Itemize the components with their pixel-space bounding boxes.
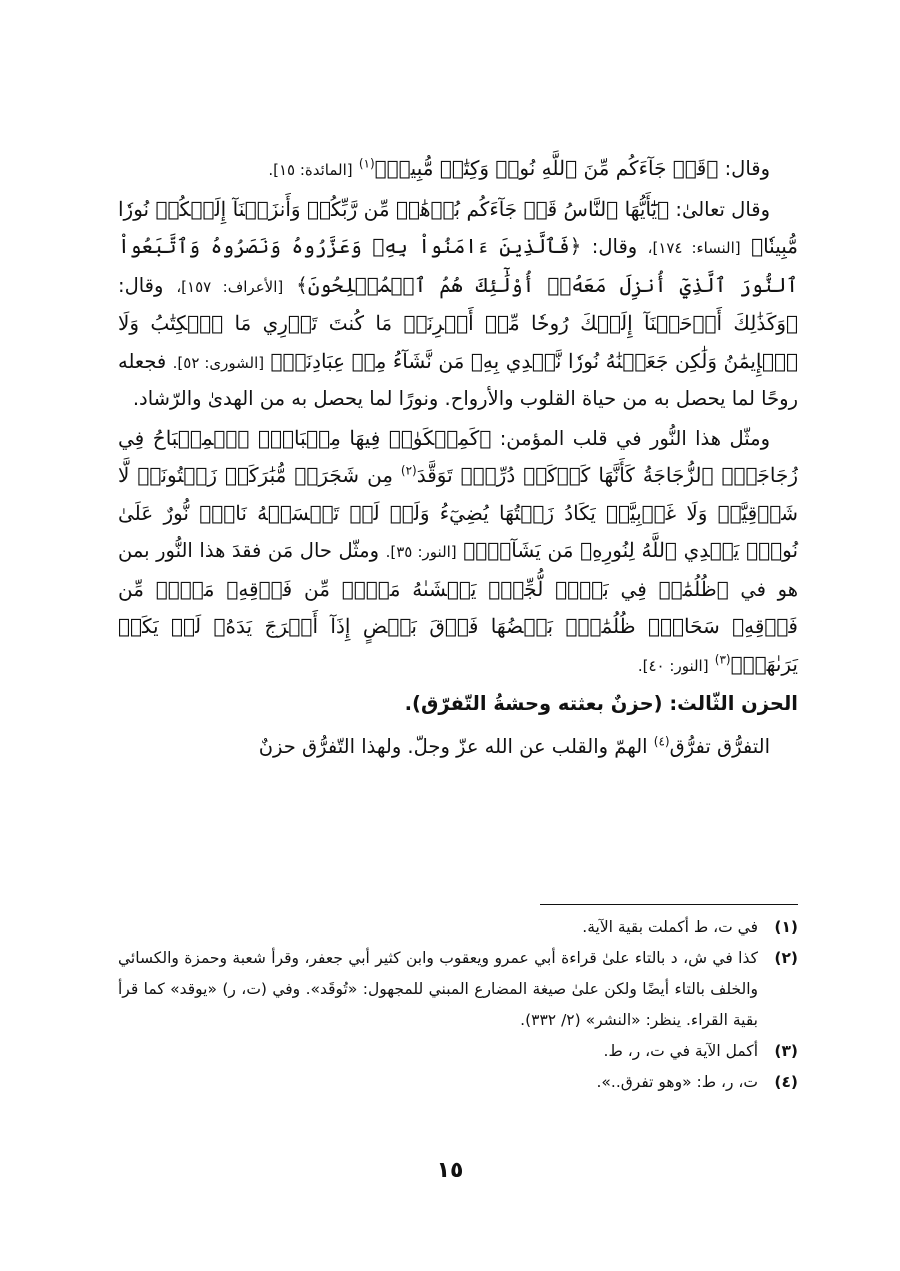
p3-lead: ومثّل هذا النُّور في قلب المؤمن: bbox=[499, 426, 770, 450]
p1-lead: وقال: bbox=[724, 157, 770, 180]
footnote-number: (٢) bbox=[774, 949, 798, 967]
p2-lead: وقال تعالىٰ: bbox=[675, 197, 771, 221]
footnote-number: (٣) bbox=[774, 1042, 798, 1060]
footnote-number: (٤) bbox=[774, 1073, 798, 1091]
verse-reference: [النساء: ١٧٤]، bbox=[647, 239, 741, 257]
footnote-text: في ت، ط أكملت بقية الآية. bbox=[582, 918, 758, 936]
p4-text: الهمّ والقلب عن الله عزّ وجلّ. ولهذا التّفرُّق حزنٌ bbox=[258, 734, 648, 758]
footnote-marker[interactable]: (٣) bbox=[714, 652, 731, 666]
footnote-item bbox=[118, 1036, 798, 1067]
footnote-marker[interactable]: (١) bbox=[358, 156, 375, 171]
p2-connector: وقال: bbox=[591, 235, 638, 258]
footnote-item bbox=[118, 1067, 798, 1098]
quran-verse: مِن شَجَرَةٖ مُّبَٰرَكَةٖ زَيۡتُونَةٖ لَّا شَرۡقِيَّةٖ وَلَا غَرۡبِيَّةٖ يَكَادُ زَيۡتُهَا يُضِيٓءُ وَلَوۡ لَمۡ تَمۡسَسۡهُ نَارٞۚ نُّورٌ عَلَىٰ نُورٖۚ يَهۡدِي ٱللَّهُ لِنُورِهِۦ مَن يَشَآءُۚ﴾ bbox=[118, 463, 799, 562]
paragraph-4 bbox=[118, 729, 798, 766]
footnote-separator bbox=[540, 904, 798, 905]
footnote-text: كذا في ش، د بالتاء علىٰ قراءة أبي عمرو ويعقوب وابن كثير أبي جعفر، وقرأ شعبة وحمزة والكسائي والخلف بالتاء أيضًا ولكن علىٰ صيغة المضارع المبني للمجهول: «تُوقَد». وفي (ت، ر) «يوقد» كما قرأ بقية القراء. ينظر: «النشر» (٢/ ٣٣٢). bbox=[118, 949, 758, 1029]
footnote-text: ت، ر، ط: «وهو تفرق..». bbox=[596, 1073, 758, 1091]
p2-tail: فجعله روحًا لما يحصل به من حياة القلوب والأرواح. ونورًا لما يحصل به من الهدىٰ والرّشاد. bbox=[118, 349, 798, 410]
verse-reference: [النور: ٤٠]. bbox=[637, 656, 709, 675]
p2-connector: وقال: bbox=[118, 273, 164, 297]
footnote-marker[interactable]: (٢) bbox=[400, 463, 417, 478]
quran-verse: ﴿فَٱلَّذِينَ ءَامَنُواْ بِهِۦ وَعَزَّرُوهُ وَنَصَرُوهُ وَٱتَّبَعُواْ ٱلنُّورَ ٱلَّذِيٓ أُنزِلَ مَعَهُۥٓ أُوْلَٰٓئِكَ هُمُ ٱلۡمُفۡلِحُونَ﴾ bbox=[118, 234, 799, 297]
footnote-text: أكمل الآية في ت، ر، ط. bbox=[603, 1042, 758, 1060]
footnote-item bbox=[118, 943, 798, 1036]
quran-verse: ﴿يَٰٓأَيُّهَا ٱلنَّاسُ قَدۡ جَآءَكُم بُرۡهَٰنٞ مِّن رَّبِّكُمۡ وَأَنزَلۡنَآ إِلَيۡكُمۡ نُورٗا مُّبِينٗا﴾ bbox=[118, 196, 798, 258]
p4-text: التفرُّق تفرُّق bbox=[669, 734, 770, 758]
quran-verse: ﴿وَكَذَٰلِكَ أَوۡحَيۡنَآ إِلَيۡكَ رُوحٗا مِّنۡ أَمۡرِنَاۚ مَا كُنتَ تَدۡرِي مَا ٱلۡكِتَٰبُ وَلَا ٱلۡإِيمَٰنُ وَلَٰكِن جَعَلۡنَٰهُ نُورٗا نَّهۡدِي بِهِۦ مَن نَّشَآءُ مِنۡ عِبَادِنَاۚ﴾ bbox=[118, 311, 799, 373]
quran-verse: ﴿ظُلُمَٰتٖ فِي بَحۡرٖ لُّجِّيّٖ يَغۡشَىٰهُ مَوۡجٞ مِّن فَوۡقِهِۦ مَوۡجٞ مِّن فَوۡقِهِۦ سَحَابٞۚ ظُلُمَٰتُۢ بَعۡضُهَا فَوۡقَ بَعۡضٍ إِذَآ أَخۡرَجَ يَدَهُۥ لَمۡ يَكَدۡ يَرَىٰهَاۗ﴾ bbox=[118, 576, 798, 676]
verse-reference: [الشورى: ٥٢]. bbox=[172, 353, 265, 372]
verse-reference: [الأعراف: ١٥٧]، bbox=[176, 277, 284, 296]
quran-verse: ﴿قَدۡ جَآءَكُم مِّنَ ٱللَّهِ نُورٞ وَكِتَٰبٞ مُّبِينٞ﴾ bbox=[374, 156, 719, 180]
paragraph-1 bbox=[118, 150, 798, 189]
verse-reference: [المائدة: ١٥]. bbox=[268, 161, 353, 179]
footnote-marker[interactable]: (٤) bbox=[653, 734, 670, 748]
footnotes bbox=[118, 912, 798, 1098]
paragraph-2 bbox=[118, 191, 798, 418]
main-text bbox=[118, 150, 798, 767]
section-heading: الحزن الثّالث: (حزنٌ بعثته وحشةُ التّفرّق). bbox=[404, 692, 798, 715]
verse-reference: [النور: ٣٥]. bbox=[385, 543, 457, 561]
page-number: ١٥ bbox=[436, 1158, 464, 1183]
paragraph-3 bbox=[118, 420, 798, 685]
p3-connector: ومثّل حال مَن فقدَ هذا النُّور بمن هو في bbox=[118, 539, 798, 601]
footnote-number: (١) bbox=[774, 918, 798, 936]
quran-verse: ﴿كَمِشۡكَوٰةٖ فِيهَا مِصۡبَاحٌۖ ٱلۡمِصۡبَاحُ فِي زُجَاجَةٍۖ ٱلزُّجَاجَةُ كَأَنَّهَا كَوۡكَبٞ دُرِّيّٞ تَوَقَّدَ bbox=[118, 425, 798, 487]
footnote-item bbox=[118, 912, 798, 943]
